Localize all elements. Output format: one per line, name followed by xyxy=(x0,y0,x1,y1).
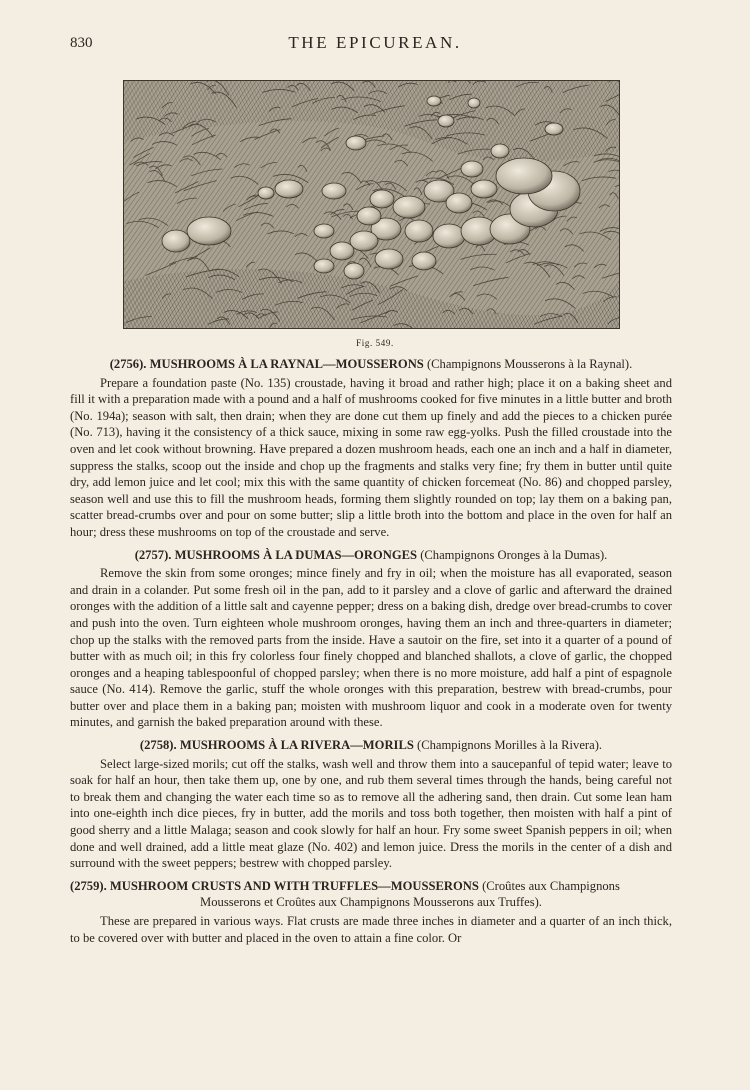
recipe-name: MUSHROOMS À LA DUMAS—ORONGES xyxy=(174,547,418,562)
recipe-text: Prepare a foundation paste (No. 135) croustade, having it broad and rather high; place it on a baking sheet and fill it with a preparation made with a pound and a half of mushrooms cooked for five minutes in a little butter and broth (No. 194a); season with salt, then drain; when they are done cut them up finely and add the pieces to a chicken purée (No. 713), having it the consistency of a thick sauce, mixing in some raw egg-yolks. Push the filled croustade into the oven and let cook without browning. Have prepared a dozen mushroom heads, each one an inch and a half in diameter, suppress the stalks, scoop out the inside and chop up the fragments and stalks very fine; fry them in butter until quite dry, add lemon juice and let cool; mix this with the same quantity of chicken forcemeat (No. 86) and chopped parsley, season well and use this to fill the mushroom heads, forming them slightly rounded on top; lay them on a baking pan, scatter bread-crumbs over and pour on some butter; slip a little broth into the bottom and place in the oven for half an hour; dress these mushrooms on top of the croustade and serve. xyxy=(70,375,672,539)
page-header xyxy=(70,33,680,57)
recipe-text: Remove the skin from some oronges; mince finely and fry in oil; when the moisture has all evaporated, season and drain in a colander. Put some fresh oil in the pan, add to it parsley and a clove of garlic and afterward the drained oronges with the addition of a little salt and cayenne pepper; dress on a baking dish, dredge over bread-crumbs to cover and push into the oven. Turn eighteen whole mushroom oronges, having them an inch and three-quarters in diameter; chop up the stalks with the removed parts from the inside. Have a sautoir on the fire, set into it a quarter of a pound of butter with as much oil; in this fry colorless four finely chopped and blanched shallots, a clove of garlic, the chopped oronges and a heaping tablespoonful of chopped parsley; when there is no more moisture, add half a pint of espagnole sauce (No. 414). Remove the garlic, stuff the whole oronges with this preparation, bestrew with bread-crumbs, pour butter over and place them in a baking pan; moisten with mushroom liquor and cook in a moderate oven for twenty minutes, and garnish the baked preparation around with these. xyxy=(70,566,672,730)
recipe-entry xyxy=(70,356,672,541)
recipe-subtitle-continued: Mousserons et Croûtes aux Champignons Mousserons aux Truffes). xyxy=(200,895,542,910)
recipe-name: MUSHROOMS À LA RIVERA—MORILS xyxy=(179,738,414,753)
recipe-number: (2758). xyxy=(139,738,177,753)
mushroom-engraving-figure xyxy=(123,80,620,329)
recipe-subtitle: (Champignons Mousserons à la Raynal). xyxy=(426,357,633,371)
recipe-number: (2759). xyxy=(70,878,107,893)
recipe-name: MUSHROOM CRUSTS AND WITH TRUFFLES—MOUSSERONS xyxy=(109,878,479,893)
recipe-subtitle: (Champignons Morilles à la Rivera). xyxy=(417,738,603,753)
mushroom-engraving-icon xyxy=(124,81,619,328)
recipe-entry xyxy=(70,737,672,872)
recipe-title xyxy=(70,737,672,754)
recipe-number: (2756). xyxy=(109,357,147,371)
recipe-entry xyxy=(70,878,672,946)
recipe-text: Select large-sized morils; cut off the stalks, wash well and throw them into a saucepanful of tepid water; leave to soak for half an hour, then take them up, one by one, and rub them several times through the hands, being careful not to break them and changing the water each time so as to remove all the adhering sand, then drain. Cut some lean ham into one-eighth inch dice pieces, fry in butter, add the morils and toss both together, then moisten with half a pint of good sherry and a little Malaga; season and cook slowly for half an hour. Fry some sweet Spanish peppers in oil; when done and well drained, add a little meat glaze (No. 402) and lemon juice. Dress the morils in the center of a dish and surround with the sweet peppers; bestrew with chopped parsley. xyxy=(70,756,672,871)
recipe-subtitle: (Champignons Oronges à la Dumas). xyxy=(420,547,608,562)
recipe-entry xyxy=(70,547,672,732)
running-title: THE EPICUREAN. xyxy=(288,33,462,52)
recipe-number: (2757). xyxy=(134,547,172,562)
recipe-body xyxy=(70,356,672,952)
recipe-title xyxy=(70,547,672,564)
figure-caption: Fig. 549. xyxy=(356,338,394,348)
recipe-title xyxy=(70,878,672,911)
page-number: 830 xyxy=(70,35,93,51)
recipe-subtitle: (Croûtes aux Champignons xyxy=(482,878,620,893)
recipe-text: These are prepared in various ways. Flat crusts are made three inches in diameter and a quarter of an inch thick, to be covered over with butter and placed in the oven to attain a fine color. Or xyxy=(70,914,672,945)
recipe-title xyxy=(70,356,672,373)
recipe-name: MUSHROOMS À LA RAYNAL—MOUSSERONS xyxy=(149,357,424,371)
